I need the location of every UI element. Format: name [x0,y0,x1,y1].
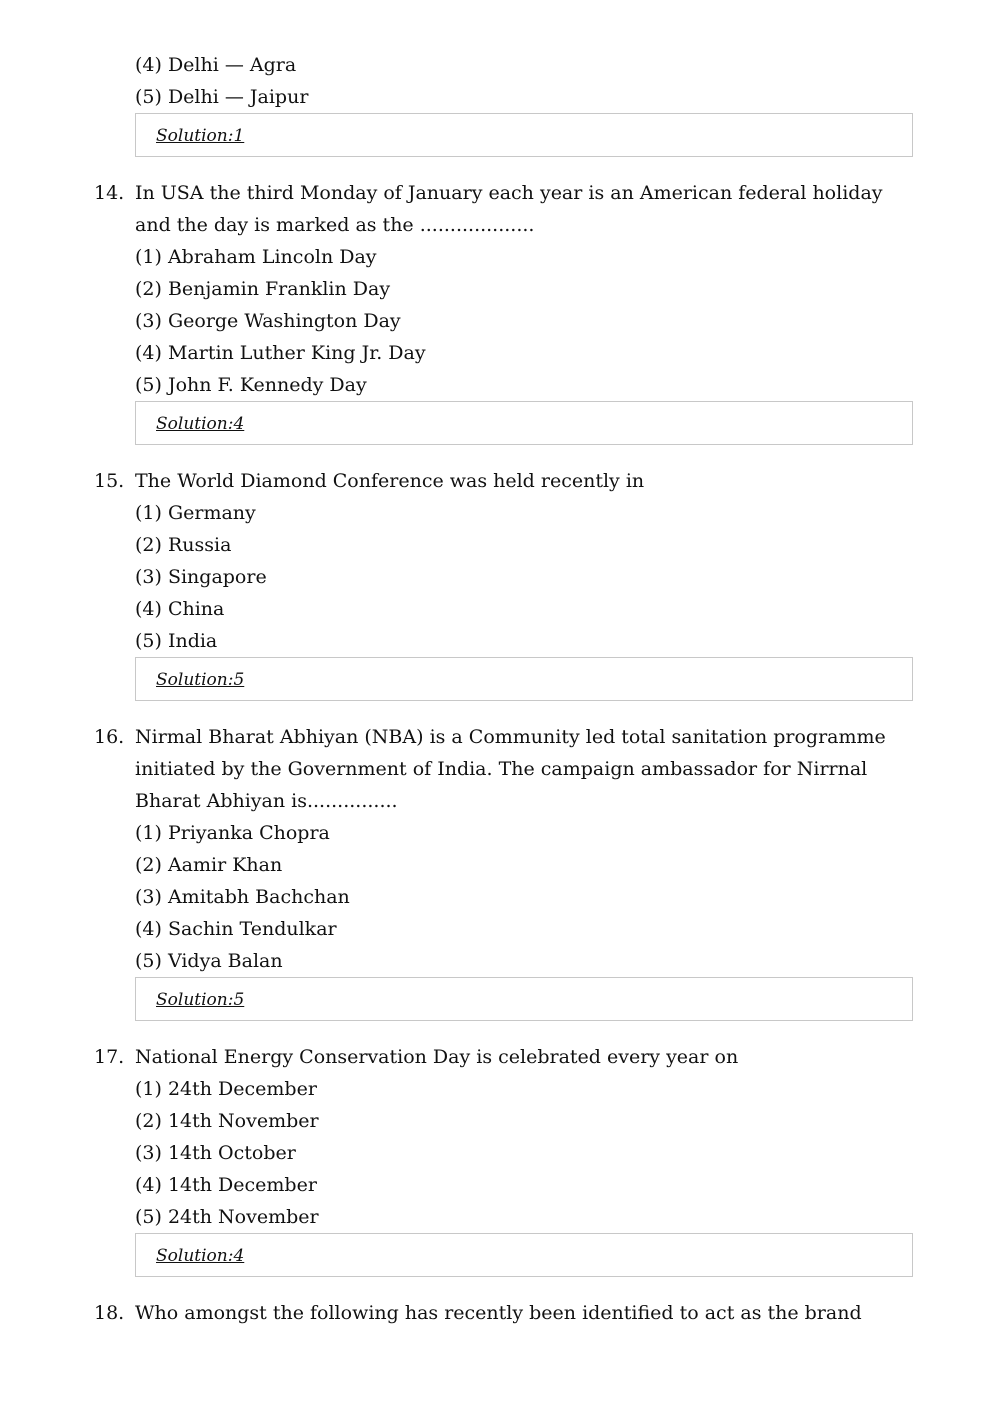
question-15 [0,465,993,701]
question-16 [0,721,993,1021]
solution-box [135,1233,913,1277]
question-text: In USA the third Monday of January each year is an American federal holiday and the day is marked as the ................... [135,182,883,236]
question-18 [0,1297,993,1329]
option: (3) George Washington Day [135,310,401,332]
solution-link[interactable]: Solution:4 [156,414,245,434]
option: (2) Aamir Khan [135,854,283,876]
option: (5) Vidya Balan [135,950,283,972]
option: (3) Amitabh Bachchan [135,886,350,908]
option: (5) John F. Kennedy Day [135,374,367,396]
question-number: 18. [94,1302,125,1324]
option: (3) 14th October [135,1142,296,1164]
question-13-tail [0,49,993,157]
option: (3) Singapore [135,566,267,588]
question-number: 15. [94,470,125,492]
question-list [0,49,993,1329]
option: (2) Russia [135,534,232,556]
solution-link[interactable]: Solution:5 [156,990,245,1010]
option: (4) Sachin Tendulkar [135,918,337,940]
solution-box [135,113,913,157]
option: (2) Benjamin Franklin Day [135,278,391,300]
question-17 [0,1041,993,1277]
question-number: 14. [94,182,125,204]
solution-box [135,657,913,701]
question-text: The World Diamond Conference was held recently in [135,470,645,492]
option: (4) China [135,598,225,620]
option: (4) 14th December [135,1174,317,1196]
option: (5) Delhi — Jaipur [135,86,309,108]
option: (5) 24th November [135,1206,319,1228]
option: (1) 24th December [135,1078,317,1100]
solution-link[interactable]: Solution:1 [156,126,245,146]
solution-box [135,401,913,445]
option: (5) India [135,630,218,652]
question-text: National Energy Conservation Day is celebrated every year on [135,1046,739,1068]
option: (2) 14th November [135,1110,319,1132]
option: (1) Priyanka Chopra [135,822,330,844]
option: (4) Martin Luther King Jr. Day [135,342,426,364]
solution-link[interactable]: Solution:5 [156,670,245,690]
question-text: Who amongst the following has recently been identified to act as the brand [135,1302,862,1324]
question-number: 16. [94,726,125,748]
solution-box [135,977,913,1021]
option: (4) Delhi — Agra [135,54,297,76]
question-number: 17. [94,1046,125,1068]
option: (1) Germany [135,502,256,524]
question-text: Nirmal Bharat Abhiyan (NBA) is a Community led total sanitation programme initiated by the Government of India. The campaign ambassador for Nirrnal Bharat Abhiyan is............... [135,726,886,812]
solution-link[interactable]: Solution:4 [156,1246,245,1266]
option: (1) Abraham Lincoln Day [135,246,377,268]
question-14 [0,177,993,445]
